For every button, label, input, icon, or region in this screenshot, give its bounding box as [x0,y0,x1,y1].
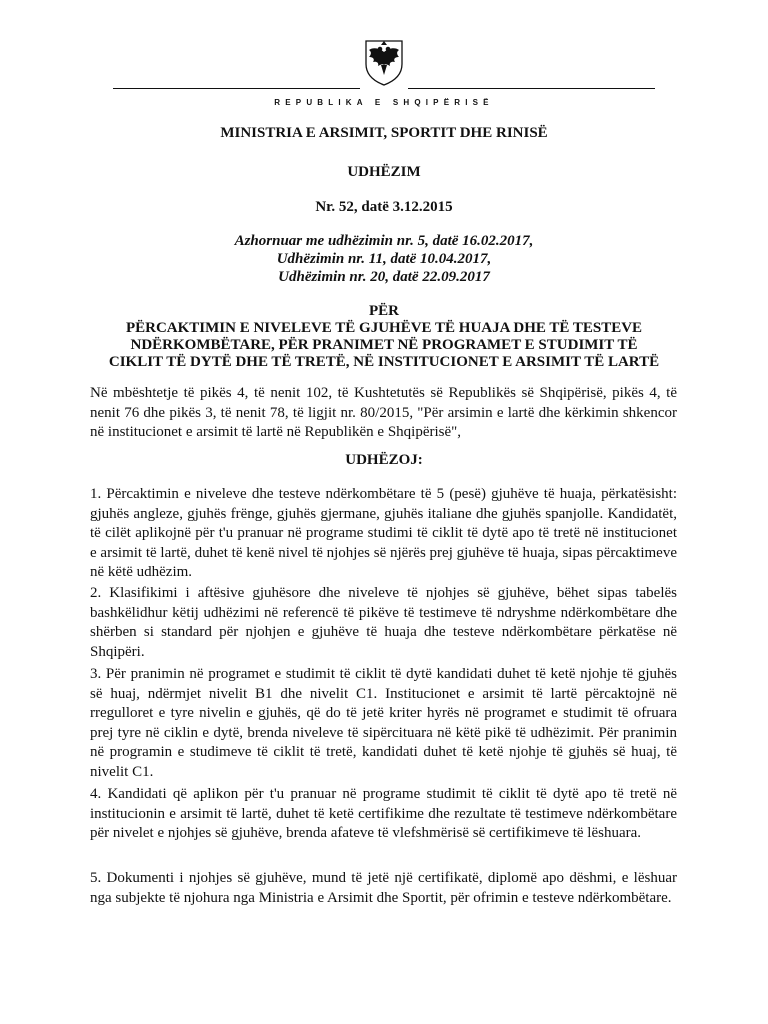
point-4: 4. Kandidati që aplikon për t'u pranuar në programe studimit të ciklit të dytë apo të tretë në institucionin e arsimit të lartë, duhet të ketë certifikime dhe rezultate të testimeve ndërkombëtare për nivelet e njohjes së gjuhëve, brenda afateve të vlefshmërisë së certifikimeve të lëshuara. [90,786,677,841]
directive-heading: UDHËZOJ: [345,452,423,468]
title-per: PËR [369,303,399,319]
amendment-line-2: Udhëzimin nr. 11, datë 10.04.2017, [276,251,492,267]
point-1: 1. Përcaktimin e niveleve dhe testeve ndërkombëtare të 5 (pesë) gjuhëve të huaja, përkatësisht: gjuhës angleze, gjuhës frënge, gjuhës gjermane, gjuhës italiane dhe gjuhës spanjolle. Kandidatët, të cilët aplikojnë për t'u pranuar në programe studimi të ciklit të dytë apo të tretë në institucionet e arsimit të lartë, duhet të kenë nivel të njohjes së njërës prej gjuhëve të huaja, sipas përcaktimeve në këtë udhëzim. [90,486,677,580]
title-line-1: PËRCAKTIMIN E NIVELEVE TË GJUHËVE TË HUAJA DHE TË TESTEVE [125,320,643,336]
point-2: 2. Klasifikimi i aftësive gjuhësore dhe niveleve të njohjes së gjuhëve, bëhet sipas tabelës bashkëlidhur këtij udhëzimi në referencë të pikëve të testimeve të ndryshme ndërkombëtare dhe shërben si standard për njohjen e gjuhëve të huaja dhe testeve ndërkombëtare përkatëse në Shqipëri. [90,585,677,660]
amendment-line-3: Udhëzimin nr. 20, datë 22.09.2017 [278,269,490,285]
republic-label: REPUBLIKA E SHQIPËRISË [274,98,494,107]
document-number: Nr. 52, datë 3.12.2015 [315,199,453,215]
header-rule-right [408,88,655,89]
amendment-line-1: Azhornuar me udhëzimin nr. 5, datë 16.02.2017, [234,233,534,249]
double-headed-eagle-icon [363,38,405,86]
point-3: 3. Për pranimin në programet e studimit të ciklit të dytë kandidati duhet të ketë njohje të gjuhës së huaj, ndërmjet nivelit B1 dhe nivelit C1. Institucionet e arsimit të lartë përcaktojnë në rregulloret e tyre nivelin e gjuhës, që do të jetë kriter hyrës në programet e studimit të ofruara prej tyre në ciklin e dytë, brenda niveleve të sipërcituara në këtë pikë të udhëzimit. Për pranimin në programin e studimeve të ciklit të tretë, kandidati duhet të ketë njohje të gjuhës së huaj, të nivelit C1. [90,666,677,780]
ministry-name: MINISTRIA E ARSIMIT, SPORTIT DHE RINISË [220,125,548,141]
header-rule-left [113,88,360,89]
document-type: UDHËZIM [347,164,421,180]
title-line-3: CIKLIT TË DYTË DHE TË TRETË, NË INSTITUCIONET E ARSIMIT TË LARTË [108,354,660,370]
preamble-paragraph: Në mbështetje të pikës 4, të nenit 102, të Kushtetutës së Republikës së Shqipërisë, pikës 4, të nenit 76 dhe pikës 3, të nenit 78, të ligjit nr. 80/2015, "Për arsimin e lartë dhe kërkimin shkencor në institucionet e arsimit të lartë në Republikën e Shqipërisë", [90,385,677,440]
point-5: 5. Dokumenti i njohjes së gjuhëve, mund të jetë një certifikatë, diplomë apo dëshmi, e lëshuar nga subjekte të njohura nga Ministria e Arsimit dhe Sportit, për ofrimin e testeve ndërkombëtare. [90,870,677,906]
title-line-2: NDËRKOMBËTARE, PËR PRANIMET NË PROGRAMET E STUDIMIT TË [130,337,638,353]
